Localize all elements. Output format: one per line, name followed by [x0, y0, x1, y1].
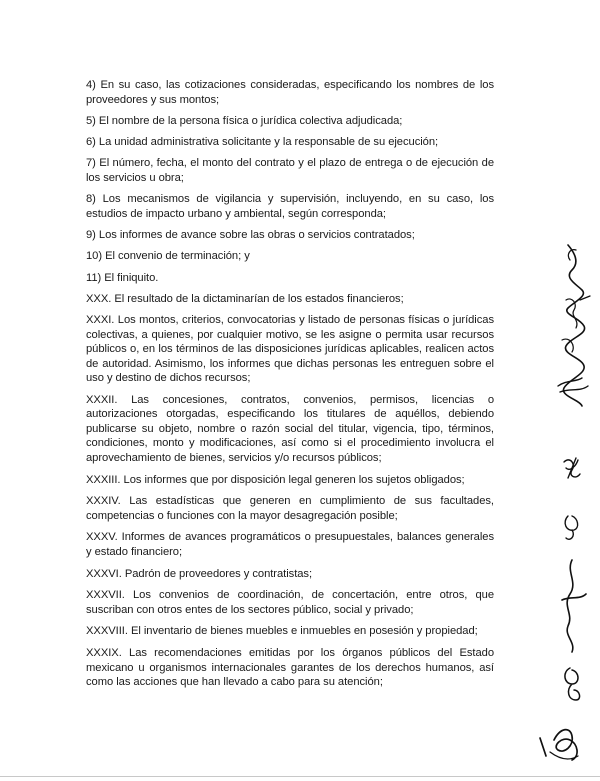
- paragraph-fraction-xxxiv: XXXIV. Las estadísticas que generen en cumplimiento de sus facultades, competencias o funciones con la mayor desagregación posible;: [86, 495, 494, 522]
- paragraph-item-9: 9) Los informes de avance sobre las obras o servicios contratados;: [86, 228, 415, 241]
- paragraph-fraction-xxxvi: XXXVI. Padrón de proveedores y contratistas;: [86, 567, 313, 580]
- paragraph-item-11: 11) El finiquito.: [86, 271, 159, 284]
- paragraph-fraction-xxxix: XXXIX. Las recomendaciones emitidas por los órganos públicos del Estado mexicano u organismos internacionales garantes de los derechos humanos, así como las acciones que han llevado a cabo para su atención;: [86, 647, 494, 689]
- paragraph-item-5: 5) El nombre de la persona física o jurídica colectiva adjudicada;: [86, 114, 403, 127]
- paragraph-fraction-xxxiii: XXXIII. Los informes que por disposición legal generen los sujetos obligados;: [86, 473, 465, 486]
- signature-stroke-tall: [562, 560, 586, 652]
- margin-signatures: [510, 0, 600, 781]
- signature-stroke-mid: [564, 458, 580, 478]
- paragraph-item-10: 10) El convenio de terminación; y: [86, 250, 250, 263]
- handwritten-signatures-graphic: [510, 0, 600, 781]
- paragraph-item-4: 4) En su caso, las cotizaciones consideradas, especificando los nombres de los proveedores y sus montos;: [86, 79, 494, 106]
- paragraph-fraction-xxxviii: XXXVIII. El inventario de bienes muebles e inmuebles en posesión y propiedad;: [86, 625, 478, 638]
- page-edge-line: [0, 776, 600, 777]
- document-body: [86, 78, 494, 697]
- paragraph-fraction-xxxi: XXXI. Los montos, criterios, convocatorias y listado de personas físicas o jurídicas colectivas, a quienes, por cualquier motivo, se les asigne o permita usar recursos públicos o, en los términos de las disposiciones jurídicas aplicables, realicen actos de autoridad. Asimismo, los informes que dichas personas les entreguen sobre el uso y destino de dichos recursos;: [86, 314, 494, 385]
- paragraph-item-7: 7) El número, fecha, el monto del contrato y el plazo de entrega o de ejecución de los servicios u obra;: [86, 157, 494, 184]
- paragraph-fraction-xxxvii: XXXVII. Los convenios de coordinación, de concertación, entre otros, que suscriban con otros entes de los sectores público, social y privado;: [86, 589, 494, 616]
- paragraph-fraction-xxxii: XXXII. Las concesiones, contratos, convenios, permisos, licencias o autorizaciones otorgadas, especificando los titulares de aquéllos, debiendo publicarse su objeto, nombre o razón social del titular, vigencia, tipo, términos, condiciones, monto y modificaciones, así como si el procedimiento involucra el aprovechamiento de bienes, servicios y/o recursos públicos;: [86, 393, 494, 464]
- paragraph-item-8: 8) Los mecanismos de vigilancia y supervisión, incluyendo, en su caso, los estudios de impacto urbano y ambiental, según corresponda;: [86, 193, 494, 220]
- paragraph-fraction-xxx: XXX. El resultado de la dictaminarían de los estados financieros;: [86, 292, 404, 305]
- signature-stroke-curl: [565, 516, 578, 539]
- signature-stroke-loops: [565, 668, 580, 700]
- paragraph-fraction-xxxv: XXXV. Informes de avances programáticos o presupuestales, balances generales y estado financiero;: [86, 531, 494, 558]
- paragraph-item-6: 6) La unidad administrativa solicitante y la responsable de su ejecución;: [86, 136, 439, 149]
- signature-stroke-bottom: [540, 730, 577, 760]
